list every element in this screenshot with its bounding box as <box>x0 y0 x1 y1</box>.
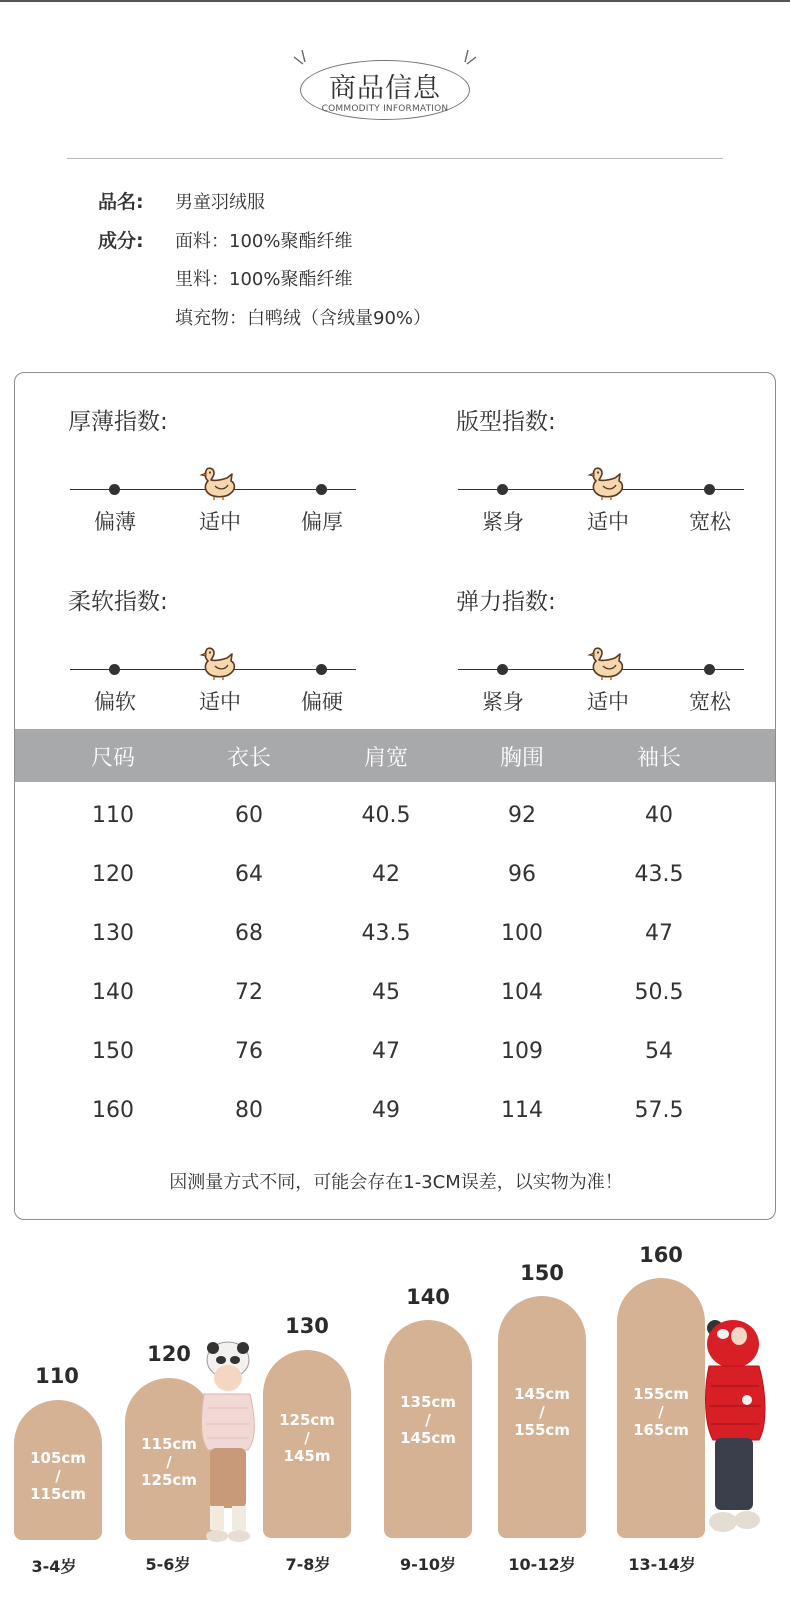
index-label-mid: 适中 <box>587 690 629 714</box>
column-header-size: 尺码 <box>90 746 135 771</box>
index-dot <box>109 664 120 675</box>
table-cell: 150 <box>92 1039 134 1064</box>
table-cell: 64 <box>235 862 263 887</box>
size-label: 110 <box>35 1364 79 1388</box>
age-label: 3-4岁 <box>31 1557 77 1576</box>
table-cell: 60 <box>235 803 263 828</box>
index-label-high: 宽松 <box>689 510 731 534</box>
index-label-low: 偏薄 <box>94 510 136 534</box>
index-title: 弹力指数: <box>456 589 556 615</box>
index-label-high: 偏硬 <box>301 690 343 714</box>
table-cell: 160 <box>92 1098 134 1123</box>
table-cell: 57.5 <box>634 1098 684 1123</box>
child-model-pink-image <box>190 1340 262 1552</box>
height-separator: / <box>425 1411 431 1429</box>
table-cell: 92 <box>508 803 536 828</box>
size-label: 120 <box>147 1342 191 1366</box>
height-pill <box>498 1296 586 1538</box>
page-subtitle: COMMODITY INFORMATION <box>321 104 449 114</box>
column-header-chest: 胸围 <box>499 746 544 771</box>
size-table-header <box>15 729 776 782</box>
table-cell: 42 <box>372 862 400 887</box>
table-cell: 100 <box>501 921 543 946</box>
height-max: 125cm <box>141 1471 197 1489</box>
height-pill <box>384 1320 472 1538</box>
sparkle-left-icon <box>292 48 312 68</box>
top-rule <box>0 0 790 2</box>
table-cell: 140 <box>92 980 134 1005</box>
age-label: 9-10岁 <box>399 1555 457 1574</box>
index-dot <box>109 484 120 495</box>
table-cell: 50.5 <box>634 980 684 1005</box>
size-label: 140 <box>406 1285 450 1309</box>
index-title: 厚薄指数: <box>68 409 168 435</box>
header-divider <box>67 158 723 159</box>
column-header-sleeve: 袖长 <box>636 746 681 771</box>
height-max: 115cm <box>30 1485 86 1503</box>
age-label: 13-14岁 <box>628 1555 696 1574</box>
table-cell: 130 <box>92 921 134 946</box>
height-separator: / <box>55 1467 61 1485</box>
table-cell: 96 <box>508 862 536 887</box>
table-cell: 47 <box>372 1039 400 1064</box>
column-header-length: 衣长 <box>226 746 271 771</box>
index-label-low: 紧身 <box>482 690 524 714</box>
sparkle-right-icon <box>458 48 478 68</box>
section-header <box>290 48 480 128</box>
height-separator: / <box>304 1429 310 1447</box>
column-header-shoulder: 肩宽 <box>363 746 408 771</box>
composition-filling: 填充物：白鸭绒（含绒量90%） <box>175 308 432 329</box>
table-cell: 40.5 <box>361 803 411 828</box>
table-cell: 110 <box>92 803 134 828</box>
product-spec-card <box>14 372 776 1220</box>
table-cell: 49 <box>372 1098 400 1123</box>
child-model-red-image <box>697 1314 773 1550</box>
index-label-high: 宽松 <box>689 690 731 714</box>
table-cell: 47 <box>645 921 673 946</box>
height-separator: / <box>539 1403 545 1421</box>
height-min: 145cm <box>514 1385 570 1403</box>
index-label-low: 紧身 <box>482 510 524 534</box>
index-label-mid: 适中 <box>199 690 241 714</box>
age-label: 10-12岁 <box>508 1555 576 1574</box>
duck-marker-icon <box>587 465 629 501</box>
index-elasticity <box>456 583 756 733</box>
index-label-high: 偏厚 <box>301 510 343 534</box>
age-label: 7-8岁 <box>285 1555 331 1574</box>
table-cell: 72 <box>235 980 263 1005</box>
table-cell: 68 <box>235 921 263 946</box>
index-dot <box>704 664 715 675</box>
height-max: 145m <box>283 1447 331 1465</box>
page-title: 商品信息 <box>329 73 441 104</box>
composition-fabric: 面料：100%聚酯纤维 <box>175 231 353 252</box>
measurement-note: 因测量方式不同，可能会存在1-3CM误差，以实物为准！ <box>169 1172 623 1193</box>
height-max: 155cm <box>514 1421 570 1439</box>
index-fit <box>456 403 756 553</box>
index-title: 版型指数: <box>456 409 556 435</box>
size-label: 160 <box>639 1243 683 1267</box>
table-cell: 120 <box>92 862 134 887</box>
product-name-value: 男童羽绒服 <box>175 192 265 213</box>
table-cell: 43.5 <box>634 862 684 887</box>
table-cell: 76 <box>235 1039 263 1064</box>
table-cell: 43.5 <box>361 921 411 946</box>
index-dot <box>316 664 327 675</box>
index-softness <box>68 583 368 733</box>
index-label-mid: 适中 <box>587 510 629 534</box>
table-cell: 40 <box>645 803 673 828</box>
height-max: 165cm <box>633 1421 689 1439</box>
duck-marker-icon <box>587 645 629 681</box>
index-dot <box>497 664 508 675</box>
height-min: 135cm <box>400 1393 456 1411</box>
index-dot <box>497 484 508 495</box>
table-cell: 54 <box>645 1039 673 1064</box>
height-min: 155cm <box>633 1385 689 1403</box>
composition-lining: 里料：100%聚酯纤维 <box>175 269 353 290</box>
height-min: 105cm <box>30 1449 86 1467</box>
table-cell: 80 <box>235 1098 263 1123</box>
table-cell: 104 <box>501 980 543 1005</box>
duck-marker-icon <box>199 645 241 681</box>
size-label: 150 <box>520 1261 564 1285</box>
height-pill <box>617 1278 705 1538</box>
table-cell: 45 <box>372 980 400 1005</box>
product-name-label: 品名: <box>98 191 144 213</box>
index-thickness <box>68 403 368 553</box>
height-pill <box>263 1350 351 1538</box>
age-label: 5-6岁 <box>145 1555 191 1574</box>
index-dot <box>704 484 715 495</box>
height-min: 115cm <box>141 1435 197 1453</box>
height-min: 125cm <box>279 1411 335 1429</box>
composition-label: 成分: <box>98 230 144 252</box>
height-pill <box>14 1400 102 1540</box>
table-cell: 114 <box>501 1098 543 1123</box>
height-separator: / <box>658 1403 664 1421</box>
index-title: 柔软指数: <box>68 589 168 615</box>
table-cell: 109 <box>501 1039 543 1064</box>
height-separator: / <box>166 1453 172 1471</box>
duck-marker-icon <box>199 465 241 501</box>
index-label-low: 偏软 <box>94 690 136 714</box>
index-label-mid: 适中 <box>199 510 241 534</box>
index-dot <box>316 484 327 495</box>
height-max: 145cm <box>400 1429 456 1447</box>
size-label: 130 <box>285 1314 329 1338</box>
